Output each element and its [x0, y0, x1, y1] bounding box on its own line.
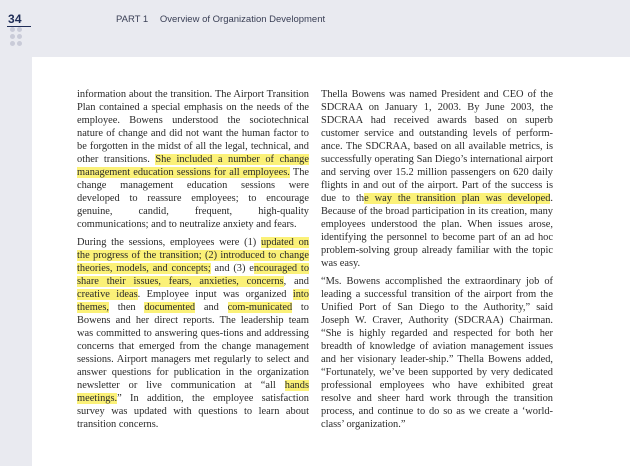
highlight: ncouraged to share their issues, fears, anxieties, concerns: [77, 263, 310, 287]
right-column: [321, 88, 553, 431]
highlight: e way the transition plan was developed: [364, 193, 551, 204]
highlight: com-municated: [227, 302, 293, 313]
paragraph[interactable]: [77, 236, 309, 431]
text-run: ” In addition, the employee satisfaction survey was updated with questions to learn about transition concerns.: [77, 393, 309, 430]
text-run: information about the transition. The Airport Transition Plan contained a special emphasis on the needs of the employee. Bowens understood the sociotechnical nature of change and did not want the human factor to be forgotten in the midst of all the legal, technical, and other transitions.: [77, 89, 309, 165]
highlight: creative ideas: [77, 289, 138, 300]
running-head: [116, 14, 325, 25]
text-run: The change management education sessions were developed to reassure employees; to encourage genuine, candid, frequent, high-quality communications; and to neutralize anxiety and fears.: [77, 167, 309, 230]
page-body: [32, 57, 630, 466]
highlight: into themes,: [77, 289, 309, 313]
text-run: and: [195, 302, 228, 313]
left-column: [77, 88, 309, 431]
highlight: documented: [144, 302, 196, 313]
paragraph[interactable]: [77, 88, 309, 231]
paragraph[interactable]: [321, 88, 553, 270]
text-run: to Bowens and her direct reports. The leadership team was committed to answering ques-tions and addressing concerns that emerged from the change management sessions. Airport managers met regularly to select and answer questions for publication in the organization newsletter or live communication at “all: [77, 302, 309, 391]
text-run: . Employee input was organized: [137, 289, 293, 300]
text-run: , and: [283, 276, 309, 287]
chapter-title: Overview of Organization Development: [159, 14, 326, 25]
text-run: . Because of the broad participation in its creation, many employees understood the plan. When issues arose, identifying the personnel to become part of an ad hoc problem-solving group already familiar with the topic was easy.: [321, 193, 553, 269]
paragraph[interactable]: [321, 275, 553, 431]
text-run: “Ms. Bowens accomplished the extraordinary job of leading a successful transition of the airport from the Unified Port of San Diego to the Authority,” said Joseph W. Craver, Authority (SDCRAA) Chairman. “She is highly regarded and respected for both her breadth of knowledge of aviation management issues and her visionary leader-ship.” Thella Bowens added, “Fortunately, we’ve been supported by very dedicated professional employees who have exhibited great resolve and sheer hard work through the transition process, and continue to do so as we create a ‘world-class’ organization.”: [321, 276, 553, 430]
page-number: 34: [8, 12, 22, 26]
text-run: During the sessions, employees were (1): [77, 237, 261, 248]
text-run: then: [109, 302, 145, 313]
decorative-dot: [10, 41, 15, 46]
text-run: Thella Bowens was named President and CEO of the SDCRAA on January 1, 2003. By June 2003, the SDCRAA had received awards based on superb customer service and outstanding levels of perform-ance. The SDCRAA, based on all available metrics, is successfully operating San Diego’s international airport and serving over 15.2 million passengers on 620 daily flights in and out of the airport. Part of the success is due to th: [321, 89, 553, 204]
text-run: and (3) e: [210, 263, 254, 274]
highlight: She included a number of change management education sessions for all employees.: [77, 154, 309, 178]
decorative-dot: [17, 41, 22, 46]
highlight: hands meetings.: [77, 380, 309, 404]
decorative-dot: [17, 34, 22, 39]
decorative-dot: [10, 34, 15, 39]
part-label: PART 1: [116, 14, 149, 25]
decorative-dot: [10, 27, 15, 32]
highlight: updated on the progress of the transition; (2) introduced to change theories, models, and concepts;: [77, 237, 309, 274]
decorative-dot: [17, 27, 22, 32]
page-header: [0, 0, 630, 56]
